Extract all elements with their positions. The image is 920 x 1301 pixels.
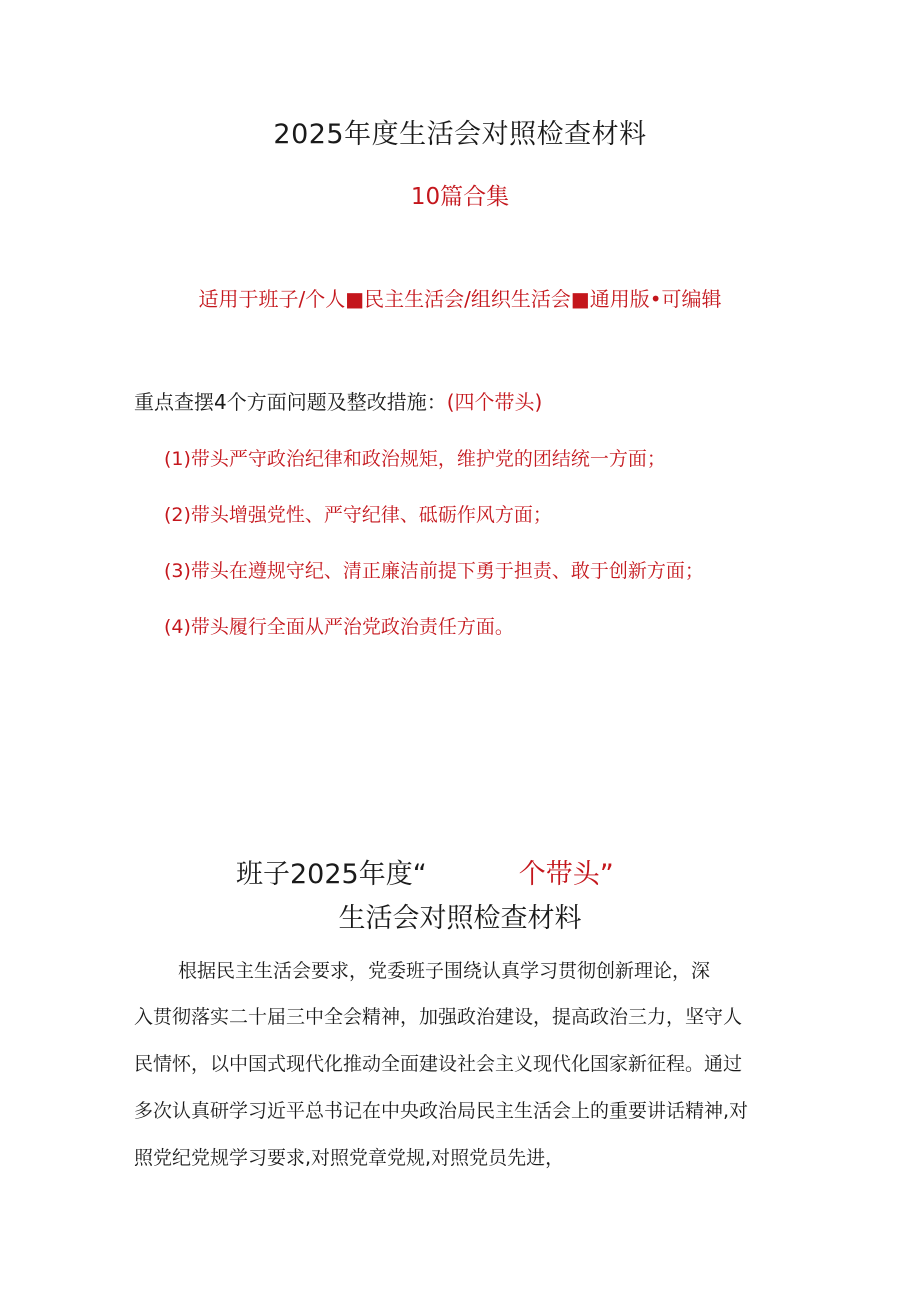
document-scope-note: 适用于班子/个人■民主生活会/组织生活会■通用版•可编辑 xyxy=(198,287,722,311)
document-subtitle: 10篇合集 xyxy=(410,184,510,210)
body-paragraph-line: 入贯彻落实二十届三中全会精神，加强政治建设，提高政治三力，坚守人 xyxy=(134,1006,743,1028)
focus-item: (1)带头严守政治纪律和政治规矩，维护党的团结统一方面； xyxy=(164,448,666,470)
focus-item: (3)带头在遵规守纪、清正廉洁前提下勇于担责、敢于创新方面； xyxy=(164,560,704,582)
section-title-line-1 xyxy=(236,852,614,891)
body-paragraph-line: 民情怀，以中国式现代化推动全面建设社会主义现代化国家新征程。通过 xyxy=(134,1053,743,1075)
focus-heading xyxy=(134,386,542,415)
document-title: 2025年度生活会对照检查材料 xyxy=(273,119,647,150)
focus-heading-highlight: (四个带头) xyxy=(446,390,543,414)
focus-heading-text: 重点查摆4个方面问题及整改措施： xyxy=(134,390,447,414)
section-title-highlight: 个带头” xyxy=(518,859,614,890)
section-title-prefix: 班子2025年度“ xyxy=(236,859,427,890)
body-paragraph-line: 照党纪党规学习要求,对照党章党规,对照党员先进， xyxy=(134,1147,565,1169)
section-title-line-2: 生活会对照检查材料 xyxy=(338,903,582,934)
focus-item: (4)带头履行全面从严治党政治责任方面。 xyxy=(164,616,514,638)
body-paragraph-line: 多次认真研学习近平总书记在中央政治局民主生活会上的重要讲话精神,对 xyxy=(134,1100,749,1122)
body-paragraph-line: 根据民主生活会要求，党委班子围绕认真学习贯彻创新理论，深 xyxy=(178,960,711,982)
focus-item: (2)带头增强党性、严守纪律、砥砺作风方面； xyxy=(164,504,552,526)
